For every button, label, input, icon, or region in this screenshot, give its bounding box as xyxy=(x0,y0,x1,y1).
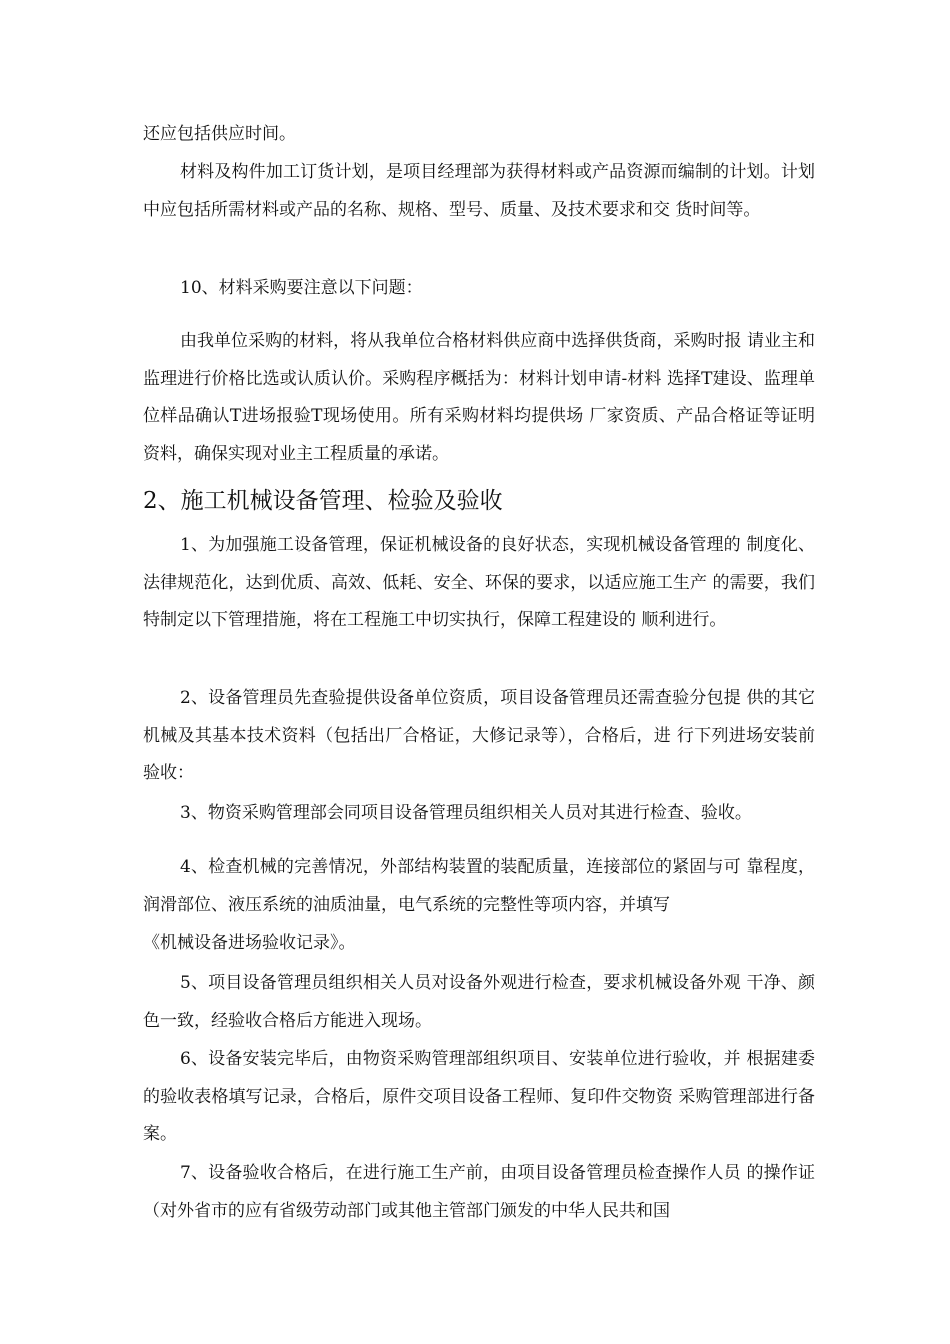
paragraph-item-2: 2、设备管理员先查验提供设备单位资质，项目设备管理员还需查验分包提 供的其它机械及其基本技术资料（包括出厂合格证，大修记录等），合格后，进 行下列进场安装前验收： xyxy=(143,688,815,783)
paragraph-procurement-issues: 10、材料采购要注意以下问题： xyxy=(180,278,423,298)
paragraph-item-4: 4、检查机械的完善情况，外部结构装置的装配质量，连接部位的紧固与可 靠程度，润滑部位、液压系统的油质油量，电气系统的完整性等项内容，并填写 xyxy=(143,857,815,915)
paragraph-procurement-process: 由我单位采购的材料，将从我单位合格材料供应商中选择供货商，采购时报 请业主和监理进行价格比选或认质认价。采购程序概括为：材料计划申请-材料 选择T建设、监理单位样品确认T进场报验T现场使用。所有采购材料均提供场 厂家资质、产品合格证等证明资料，确保实现对业主工程质量的承诺。 xyxy=(143,331,815,464)
paragraph-order-plan: 材料及构件加工订货计划，是项目经理部为获得材料或产品资源而编制的计划。计划中应包括所需材料或产品的名称、规格、型号、质量、及技术要求和交 货时间等。 xyxy=(143,162,815,220)
paragraph-item-3: 3、物资采购管理部会同项目设备管理员组织相关人员对其进行检查、验收。 xyxy=(180,803,752,823)
paragraph-item-1: 1、为加强施工设备管理，保证机械设备的良好状态，实现机械设备管理的 制度化、法律规范化，达到优质、高效、低耗、安全、环保的要求，以适应施工生产 的需要，我们特制定以下管理措施，将在工程施工中切实执行，保障工程建设的 顺利进行。 xyxy=(143,535,815,630)
paragraph-item-7: 7、设备验收合格后，在进行施工生产前，由项目设备管理员检查操作人员 的操作证（对外省市的应有省级劳动部门或其他主管部门颁发的中华人民共和国 xyxy=(143,1163,815,1221)
paragraph-supply-time: 还应包括供应时间。 xyxy=(143,124,296,144)
paragraph-item-4-record: 《机械设备进场验收记录》。 xyxy=(143,933,356,953)
paragraph-item-6: 6、设备安装完毕后，由物资采购管理部组织项目、安装单位进行验收，并 根据建委的验收表格填写记录，合格后，原件交项目设备工程师、复印件交物资 采购管理部进行备案。 xyxy=(143,1049,815,1144)
paragraph-item-5: 5、项目设备管理员组织相关人员对设备外观进行检查，要求机械设备外观 干净、颜色一致，经验收合格后方能进入现场。 xyxy=(143,973,815,1031)
section-heading: 2、施工机械设备管理、检验及验收 xyxy=(143,488,503,514)
